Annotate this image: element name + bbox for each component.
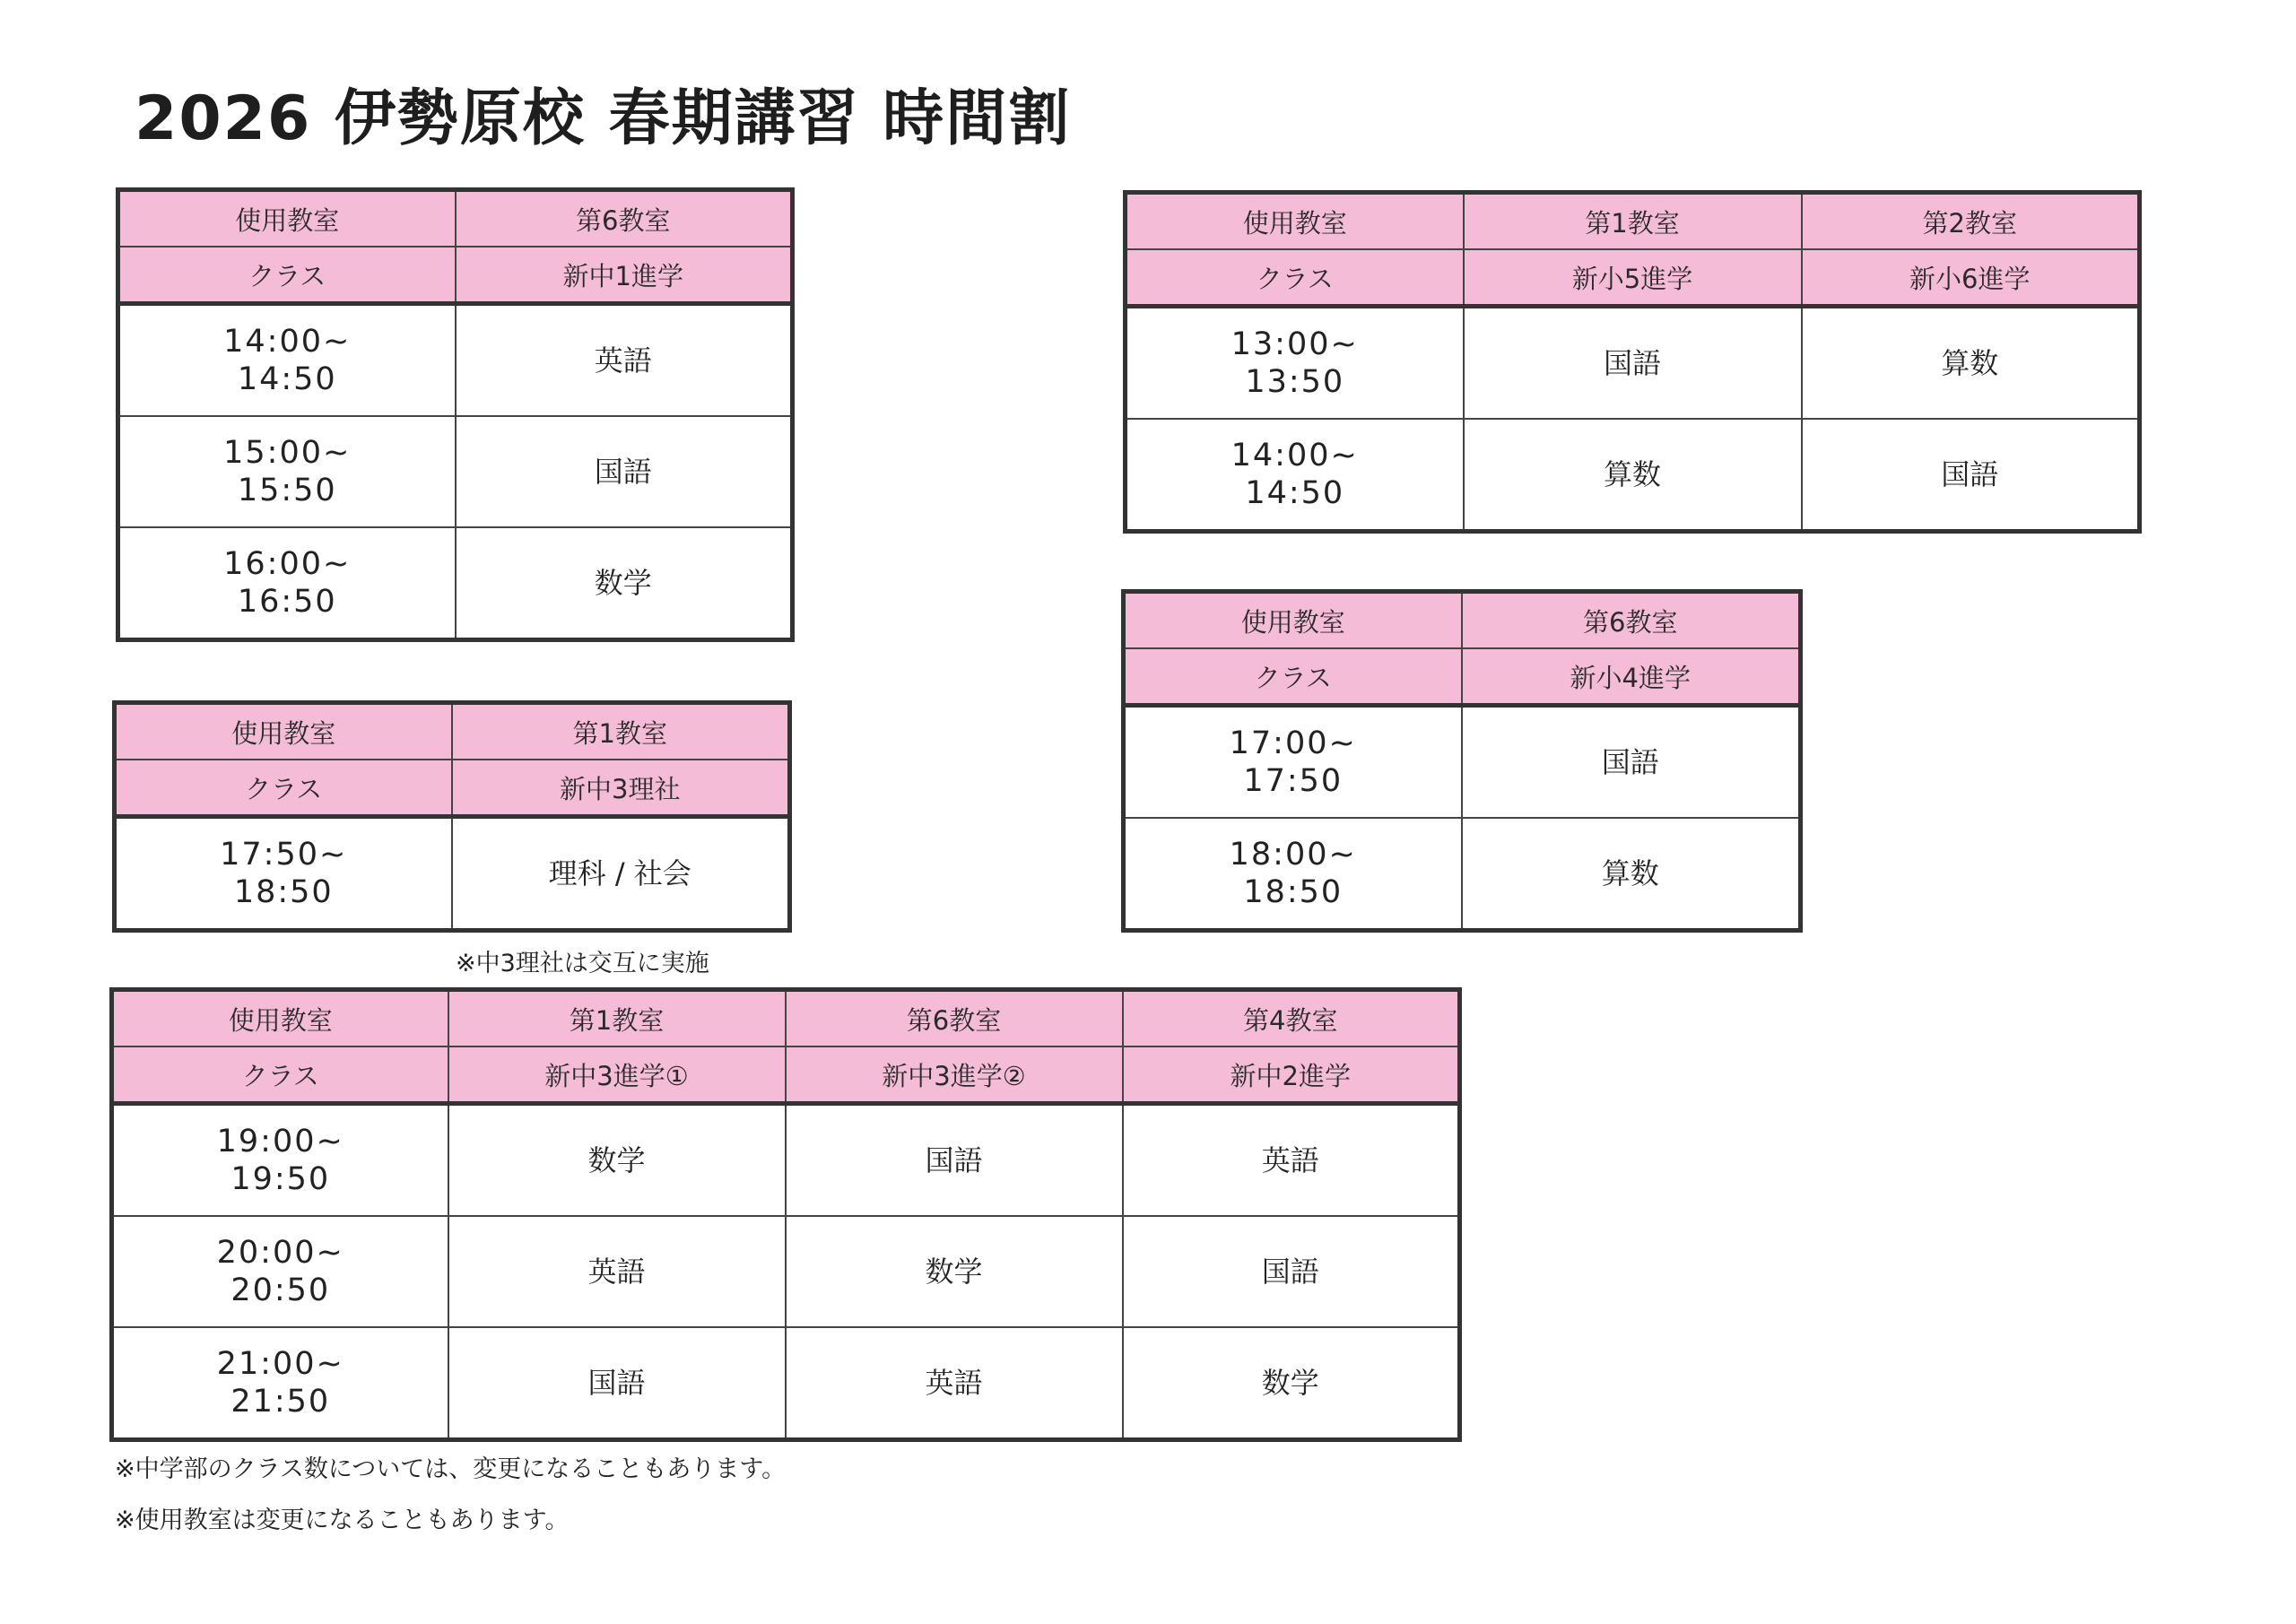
note-class-count: ※中学部のクラス数については、変更になることもあります。: [115, 1455, 787, 1483]
table-row: [112, 1216, 1460, 1327]
table-row: [118, 527, 793, 640]
class-row: [115, 760, 790, 817]
room-cell: 第1教室: [452, 703, 790, 760]
class-label: クラス: [115, 760, 452, 817]
room-cell: 第1教室: [1464, 193, 1802, 250]
end-time: 13:50: [1245, 364, 1345, 400]
start-time: 20:00~: [216, 1235, 344, 1271]
end-time: 21:50: [230, 1384, 331, 1420]
subject-cell: 数学: [1123, 1327, 1460, 1440]
table-row: [1124, 706, 1801, 819]
subject-cell: 理科 / 社会: [452, 817, 790, 931]
table-row: [112, 1327, 1460, 1440]
table-row: [1124, 818, 1801, 931]
room-cell: 第6教室: [786, 990, 1123, 1047]
room-cell: 第6教室: [1462, 592, 1801, 649]
time-cell: [118, 527, 456, 640]
subject-cell: 国語: [786, 1104, 1123, 1217]
subject-cell: 国語: [1464, 307, 1802, 420]
room-cell: 第1教室: [448, 990, 786, 1047]
class-cell: 新小5進学: [1464, 249, 1802, 307]
table-row: [115, 817, 790, 931]
end-time: 18:50: [233, 874, 334, 910]
class-cell: 新中2進学: [1123, 1046, 1460, 1104]
start-time: 14:00~: [1231, 438, 1359, 473]
class-row: [1126, 249, 2140, 307]
table-row: [118, 416, 793, 527]
time-cell: [118, 304, 456, 417]
end-time: 18:50: [1243, 874, 1344, 910]
time-cell: [118, 416, 456, 527]
room-row: [1126, 193, 2140, 250]
room-cell: 第4教室: [1123, 990, 1460, 1047]
table-row: [1126, 307, 2140, 420]
class-label: クラス: [1124, 648, 1462, 706]
timetable-chu1: [116, 187, 795, 642]
time-cell: [112, 1104, 448, 1217]
start-time: 19:00~: [216, 1124, 344, 1159]
class-row: [118, 247, 793, 304]
start-time: 16:00~: [223, 546, 352, 582]
subject-cell: 英語: [1123, 1104, 1460, 1217]
end-time: 17:50: [1243, 763, 1344, 799]
timetable-sho56: [1123, 190, 2142, 534]
class-cell: 新小4進学: [1462, 648, 1801, 706]
room-cell: 第6教室: [456, 190, 793, 248]
end-time: 19:50: [230, 1161, 331, 1197]
subject-cell: 算数: [1464, 419, 1802, 532]
table-row: [1126, 419, 2140, 532]
table-row: [118, 304, 793, 417]
time-cell: [1124, 818, 1462, 931]
room-row: [112, 990, 1460, 1047]
room-label: 使用教室: [1126, 193, 1464, 250]
subject-cell: 算数: [1802, 307, 2140, 420]
subject-cell: 国語: [1462, 706, 1801, 819]
class-cell: 新中1進学: [456, 247, 793, 304]
time-cell: [112, 1216, 448, 1327]
room-row: [1124, 592, 1801, 649]
start-time: 21:00~: [216, 1346, 344, 1382]
subject-cell: 国語: [1123, 1216, 1460, 1327]
timetable-chu3-rishya: [112, 700, 792, 933]
subject-cell: 数学: [786, 1216, 1123, 1327]
class-label: クラス: [112, 1046, 448, 1104]
room-cell: 第2教室: [1802, 193, 2140, 250]
table-row: [112, 1104, 1460, 1217]
subject-cell: 数学: [448, 1104, 786, 1217]
room-label: 使用教室: [118, 190, 456, 248]
class-row: [112, 1046, 1460, 1104]
room-label: 使用教室: [1124, 592, 1462, 649]
subject-cell: 国語: [448, 1327, 786, 1440]
time-cell: [1126, 307, 1464, 420]
subject-cell: 国語: [1802, 419, 2140, 532]
room-row: [118, 190, 793, 248]
time-cell: [115, 817, 452, 931]
room-label: 使用教室: [112, 990, 448, 1047]
end-time: 16:50: [237, 584, 337, 620]
subject-cell: 英語: [456, 304, 793, 417]
start-time: 17:00~: [1229, 725, 1357, 761]
start-time: 13:00~: [1231, 326, 1359, 362]
time-cell: [112, 1327, 448, 1440]
time-cell: [1126, 419, 1464, 532]
note-room-change: ※使用教室は変更になることもあります。: [115, 1507, 570, 1534]
subject-cell: 英語: [448, 1216, 786, 1327]
page-title: 2026 伊勢原校 春期講習 時間割: [135, 83, 1072, 154]
start-time: 14:00~: [223, 324, 352, 360]
class-label: クラス: [118, 247, 456, 304]
class-cell: 新小6進学: [1802, 249, 2140, 307]
note-science-social: ※中3理社は交互に実施: [456, 950, 709, 977]
subject-cell: 算数: [1462, 818, 1801, 931]
class-label: クラス: [1126, 249, 1464, 307]
start-time: 15:00~: [223, 435, 352, 471]
end-time: 14:50: [1245, 475, 1345, 511]
class-cell: 新中3進学②: [786, 1046, 1123, 1104]
timetable-sho4: [1121, 589, 1803, 933]
timetable-chu23: [109, 987, 1462, 1442]
subject-cell: 英語: [786, 1327, 1123, 1440]
class-cell: 新中3進学①: [448, 1046, 786, 1104]
room-row: [115, 703, 790, 760]
room-label: 使用教室: [115, 703, 452, 760]
end-time: 14:50: [237, 361, 337, 397]
start-time: 18:00~: [1229, 837, 1357, 873]
subject-cell: 国語: [456, 416, 793, 527]
time-cell: [1124, 706, 1462, 819]
class-cell: 新中3理社: [452, 760, 790, 817]
end-time: 20:50: [230, 1272, 331, 1308]
class-row: [1124, 648, 1801, 706]
start-time: 17:50~: [220, 837, 348, 873]
subject-cell: 数学: [456, 527, 793, 640]
end-time: 15:50: [237, 473, 337, 508]
